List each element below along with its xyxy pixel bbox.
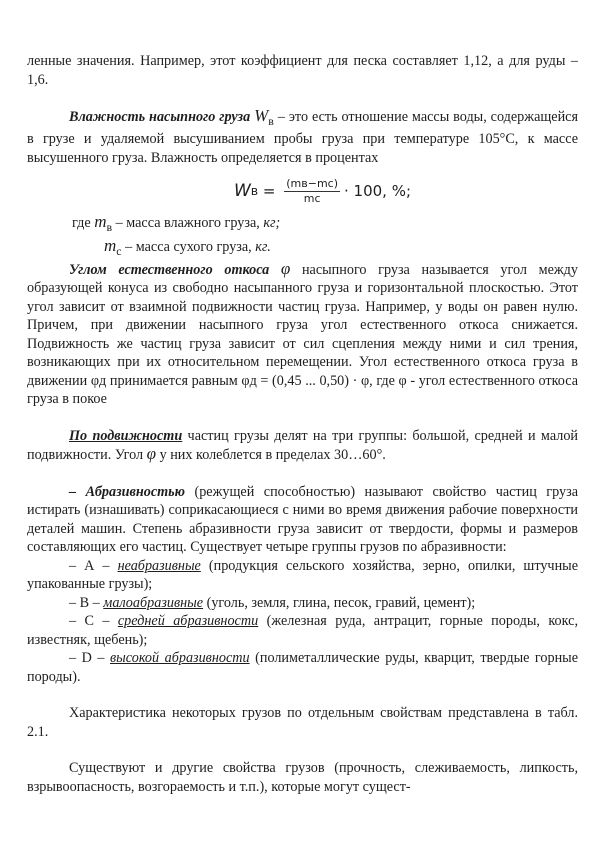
formula-numerator: (mв−mс) — [286, 176, 339, 190]
group-lead: – В – — [69, 594, 104, 611]
symbol-phi-d: φд — [90, 372, 107, 389]
paragraph-mobility — [27, 427, 578, 465]
symbol-w: W — [254, 106, 269, 125]
paragraph-other-properties: Существуют и другие свойства грузов (прочность, слеживаемость, липкость, взрывоопасность, возгораемость и т.п.), которые могут сущест- — [27, 760, 578, 795]
group-name: высокой абразивности — [110, 650, 250, 667]
paragraph-intro: ленные значения. Например, этот коэффициент для песка составляет 1,12, а для руды – 1,6. — [27, 53, 578, 88]
formula-lhs: W — [233, 181, 251, 202]
where-dry-text: – масса сухого груза, — [121, 238, 256, 255]
moisture-formula — [67, 175, 578, 207]
symbol-m-wet-sub: в — [106, 220, 113, 235]
group-item — [27, 594, 578, 613]
formula-denominator: mс — [303, 191, 321, 205]
paragraph-table-ref: Характеристика некоторых грузов по отдельным свойствам представлена в табл. 2.1. — [27, 705, 578, 740]
term-moisture: Влажность насыпного груза — [69, 109, 251, 125]
repose-text-3: , где φ - угол естественного откоса груза в покое — [27, 372, 578, 408]
where-dry-unit: кг. — [255, 238, 271, 255]
group-item — [27, 557, 578, 594]
mobility-text-2: у них колеблется в пределах 30…60°. — [156, 447, 386, 464]
term-mobility: По подвижности — [69, 427, 183, 444]
term-abrasiveness: Абразивностью — [85, 483, 186, 500]
group-lead: – D – — [69, 650, 111, 667]
where-prefix: где — [72, 215, 95, 232]
where-line-wet — [27, 213, 578, 236]
symbol-phi: φ — [280, 258, 291, 278]
group-item — [27, 612, 578, 649]
moisture-definition: – это есть отношение массы воды, содержащейся в грузе и удаляемой высушиванием пробы груза при температуре 105°С, к массе высушенного груза. Влажность определяется в процентах — [27, 109, 579, 166]
repose-text-1: насыпного груза называется угол между образующей конуса из свободно насыпанного груза и горизонтальной плоскостью. Этот угол зависит от взаимной подвижности частиц груза. Например, у воды он равен нулю. Причем, при движении насыпного груза угол естественного откоса снижается. Подвижность же частиц груза зависит от сил сцепления между ними и сил трения, возникающих при их относительном перемещении. Угол естественного откоса груза в движении — [27, 261, 578, 389]
formula-equals: = — [258, 182, 281, 201]
paragraph-moisture — [27, 107, 578, 167]
abrasiveness-text: (режущей способностью) называют свойство частиц груза истирать (изнашивать) соприкасающиеся с ними во время движения рабочие поверхности деталей машин. Степень абразивности груза зависит от твердости, формы и размеров составляющих его частиц. Существует четыре группы грузов по абразивности: — [27, 483, 579, 556]
group-text: (продукция сельского хозяйства, зерно, опилки, штучные упакованные грузы); — [27, 557, 578, 593]
group-item — [27, 649, 578, 686]
symbol-phi-2: φ — [146, 444, 157, 464]
repose-text-2: принимается равным — [106, 372, 242, 389]
group-text: (железная руда, антрацит, горные породы, кокс, известняк, щебень); — [27, 613, 579, 648]
group-text: (полиметаллические руды, кварцит, твердые горные породы). — [27, 650, 579, 685]
group-lead: – С – — [69, 613, 118, 630]
repose-equation: φд = (0,45 ... 0,50) · φ — [241, 372, 370, 389]
group-text: (уголь, земля, глина, песок, гравий, цемент); — [203, 594, 476, 611]
group-lead: – А – — [69, 557, 118, 574]
formula-fraction — [284, 177, 340, 206]
symbol-m-wet: m — [94, 212, 107, 232]
where-wet-unit: кг; — [263, 215, 281, 232]
group-name: малоабразивные — [103, 594, 204, 611]
where-wet-text: – масса влажного груза, — [112, 215, 264, 232]
where-line-dry — [27, 237, 578, 260]
abrasive-dash: – — [69, 483, 86, 500]
group-name: неабразивные — [117, 557, 201, 574]
symbol-w-sub: в — [268, 113, 274, 128]
paragraph-abrasiveness — [27, 483, 578, 557]
group-name: средней абразивности — [117, 613, 259, 630]
symbol-m-dry: m — [104, 235, 117, 255]
paragraph-repose-angle — [27, 260, 578, 409]
symbol-m-dry-sub: с — [116, 243, 122, 258]
formula-tail: · 100, %; — [344, 182, 412, 201]
formula-lhs-sub: в — [250, 183, 259, 199]
term-repose-angle: Углом естественного откоса — [69, 261, 270, 278]
mobility-text-1: частиц грузы делят на три группы: большой, средней и малой подвижности. Угол — [27, 427, 579, 464]
